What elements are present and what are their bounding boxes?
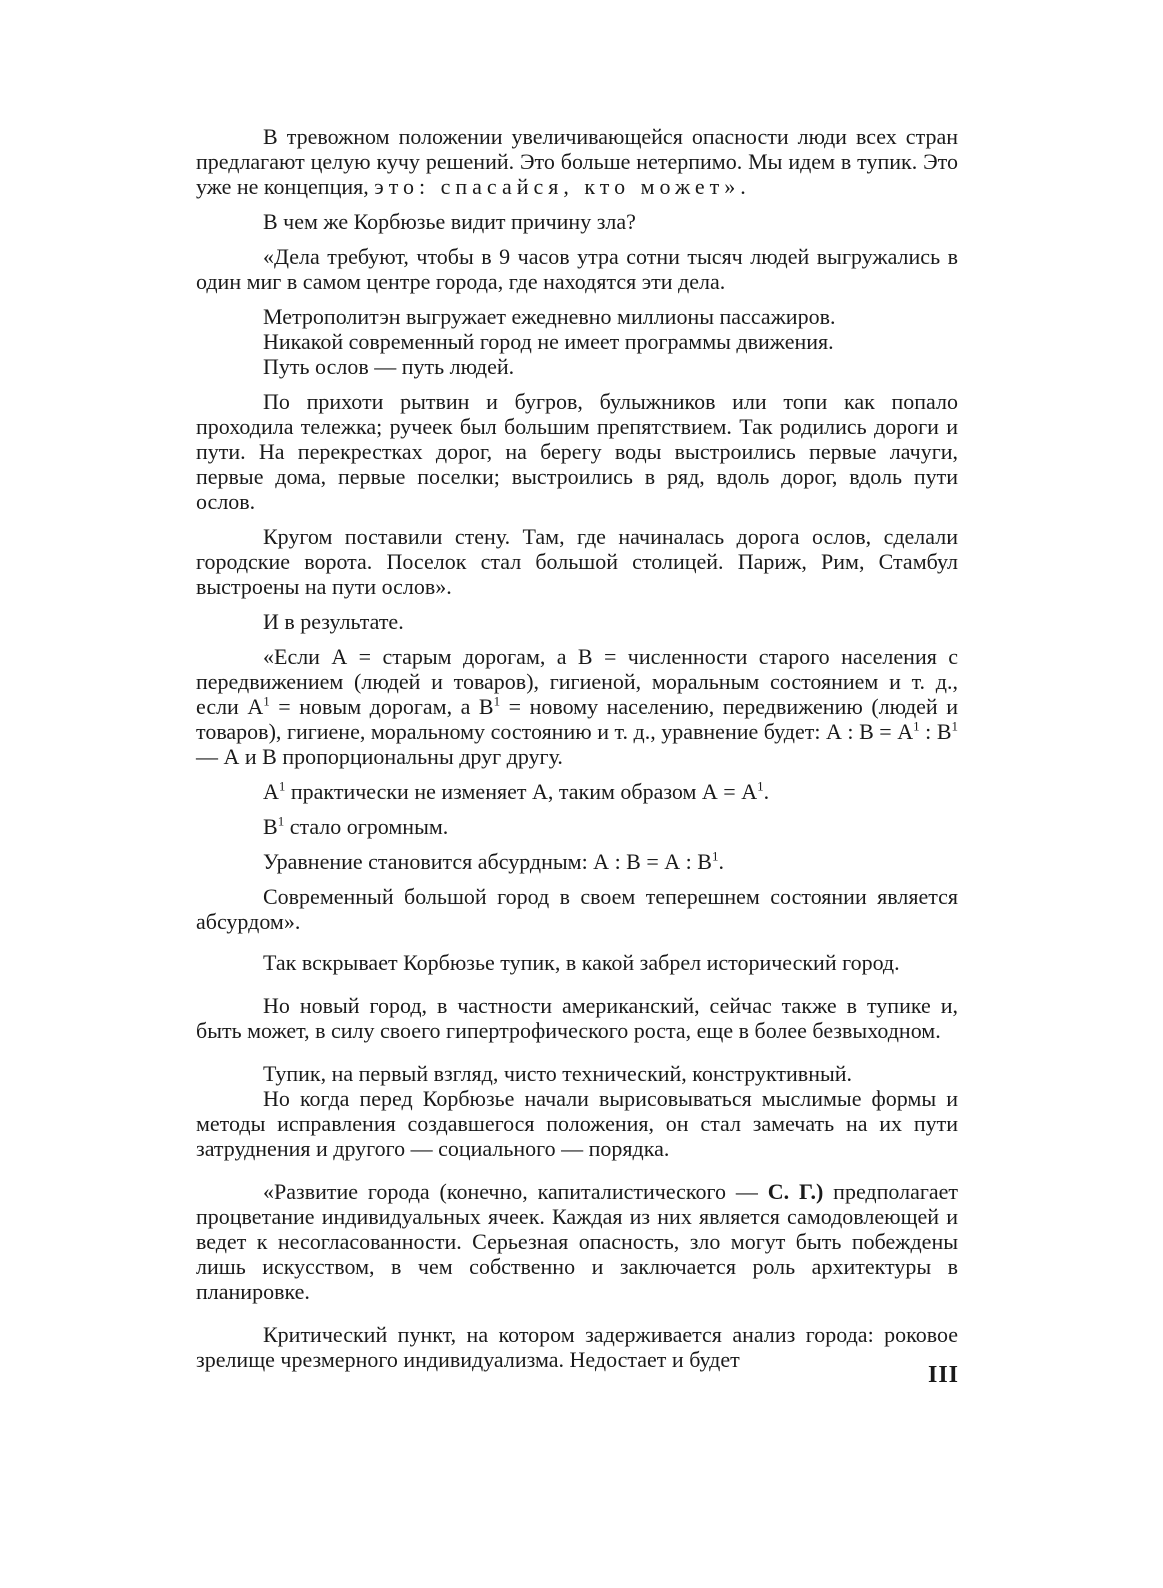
paragraph-19: «Развитие города (конечно, капиталистического — С. Г.) предполагает процветание индивидуальных ячеек. Каждая из них является самодовлеющей и ведет к несогласованности. Серьезная опасность, зло могут быть побеждены лишь искусством, в чем собственно и заключается роль архитектуры в планировке. [196, 1179, 959, 1304]
paragraph-14: Современный большой город в своем теперешнем состоянии является абсурдом». [196, 884, 958, 934]
paragraph-3: «Дела требуют, чтобы в 9 часов утра сотни тысяч людей выгружались в один миг в самом центре города, где находятся эти дела. [196, 244, 958, 294]
paragraph-15: Так вскрывает Корбюзье тупик, в какой забрел исторический город. [263, 950, 900, 975]
paragraph-9: И в результате. [263, 609, 404, 634]
paragraph-11: $А^1$ практически не изменяет А, таким образом $А = А^1$. [263, 778, 770, 804]
spaced-emphasis: это: спасайся, кто может». [374, 174, 751, 199]
paragraph-6: Путь ослов — путь людей. [263, 354, 515, 379]
paragraph-10: «Если А = старым дорогам, а В = численности старого населения с передвижением (людей и товаров), гигиеной, моральным состоянием и т. д., если $А^1$ = новым дорогам, а $В^1$ = новому населению, передвижению (людей и товаров), гигиене, моральному состоянию и т. д., уравнение будет: А : $В = А^1$ : $В^1$ — А и В пропорциональны друг другу. [196, 644, 958, 769]
paragraph-16: Но новый город, в частности американский, сейчас также в тупике и, быть может, в силу своего гипертрофического роста, еще в более безвыходном. [196, 993, 958, 1043]
paragraph-13: Уравнение становится абсурдным: А : В = А : $В^1$. [263, 848, 724, 874]
paragraph-20: Критический пункт, на котором задерживается анализ города: роковое зрелище чрезмерного индивидуализма. Недостает и будет [196, 1322, 958, 1372]
author-initials: С. Г.) [767, 1179, 824, 1204]
paragraph-8: Кругом поставили стену. Там, где начиналась дорога ослов, сделали городские ворота. Поселок стал большой столицей. Париж, Рим, Стамбул выстроены на пути ослов». [196, 524, 958, 599]
paragraph-2: В чем же Корбюзье видит причину зла? [263, 209, 636, 234]
paragraph-1: В тревожном положении увеличивающейся опасности люди всех стран предлагают целую кучу решений. Это больше нетерпимо. Мы идем в тупик. Это уже не концепция, это: спасайся, кто может». [196, 124, 958, 199]
paragraph-7: По прихоти рытвин и бугров, булыжников или топи как попало проходила тележка; ручеек был большим препятствием. Так родились дороги и пути. На перекрестках дорог, на берегу воды выстроились первые лачуги, первые дома, первые поселки; выстроились в ряд, вдоль дорог, вдоль пути ослов. [196, 389, 958, 514]
body-text [196, 124, 958, 1372]
paragraph-5: Никакой современный город не имеет программы движения. [263, 329, 834, 354]
paragraph-12: $В^1$ стало огромным. [263, 813, 449, 839]
paragraph-4: Метрополитэн выгружает ежедневно миллионы пассажиров. [263, 304, 836, 329]
page-number: III [928, 1362, 960, 1388]
paragraph-17: Тупик, на первый взгляд, чисто технический, конструктивный. [263, 1061, 853, 1086]
paragraph-18: Но когда перед Корбюзье начали вырисовываться мыслимые формы и методы исправления создавшегося положения, он стал замечать на их пути затруднения и другого — социального — порядка. [196, 1086, 958, 1161]
